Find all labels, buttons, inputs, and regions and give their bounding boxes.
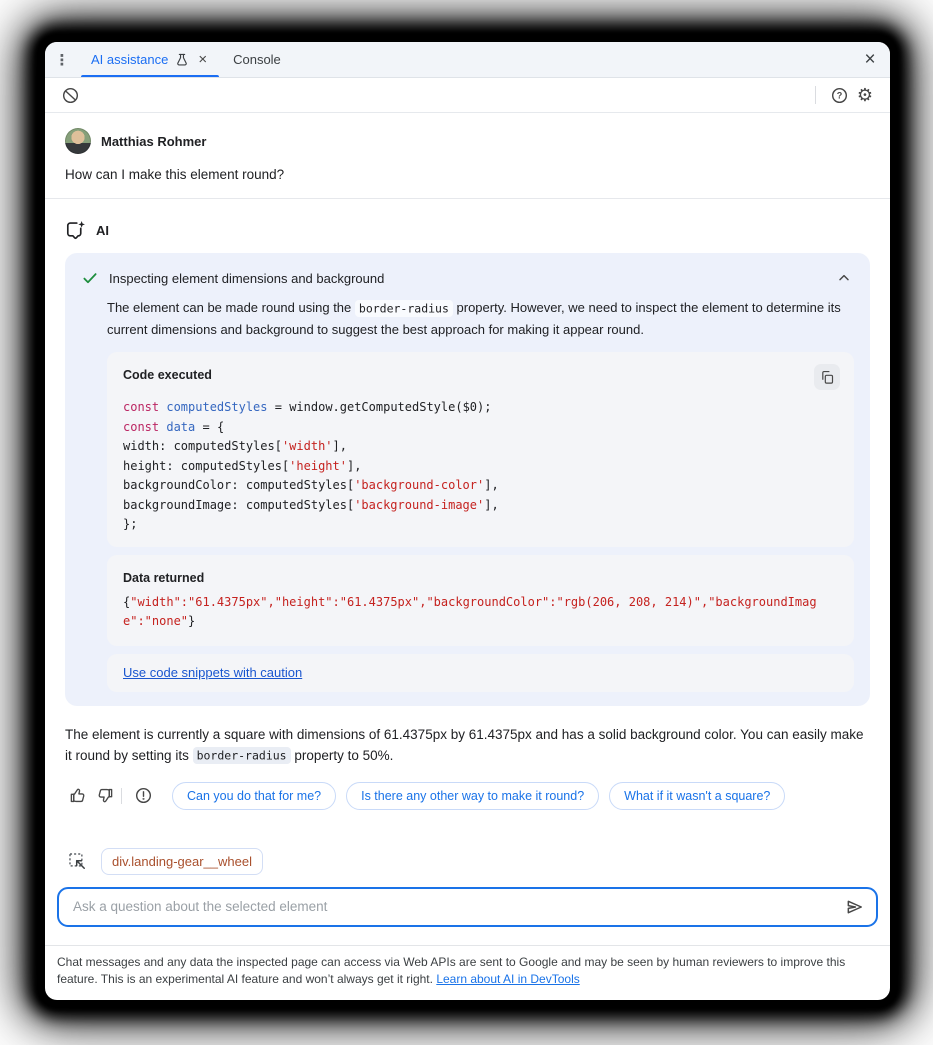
data-returned-title: Data returned (123, 570, 205, 585)
thumbs-down-button[interactable] (91, 783, 117, 809)
selected-element-chip[interactable]: div.landing-gear__wheel (101, 848, 263, 875)
tab-ai-assistance[interactable] (79, 42, 221, 77)
ai-label: AI (96, 222, 109, 238)
toolbar-divider (815, 86, 816, 104)
flask-icon (175, 53, 189, 67)
learn-about-ai-link[interactable]: Learn about AI in DevTools (436, 972, 580, 986)
user-message-header (65, 127, 870, 155)
code-line: }; (123, 517, 138, 531)
clear-chat-button[interactable] (57, 82, 83, 108)
code-line: width: computedStyles['width'], (123, 439, 347, 453)
tab-console[interactable] (221, 42, 293, 77)
step-body (81, 291, 856, 692)
ai-message-header (65, 219, 870, 241)
suggestion-chip[interactable]: Can you do that for me? (172, 782, 336, 810)
use-code-snippets-caution-link[interactable]: Use code snippets with caution (123, 664, 303, 680)
close-panel-button[interactable]: × (864, 48, 876, 70)
tab-bar (45, 42, 890, 78)
suggestion-chip[interactable]: What if it wasn't a square? (609, 782, 785, 810)
chevron-up-icon[interactable] (832, 266, 856, 290)
svg-text:?: ? (836, 90, 842, 101)
code-line: backgroundColor: computedStyles['background-color'], (123, 478, 499, 492)
tabbar-spacer (293, 42, 850, 77)
gear-icon: ⚙ (856, 85, 874, 105)
executed-code (123, 398, 840, 535)
code-card-header (123, 364, 840, 390)
step-header[interactable] (81, 265, 856, 291)
step-intro-text: The element can be made round using the border-radius property. However, we need to inspect the element to determine its current dimensions and background to suggest the best approach for making it appear round. (107, 300, 841, 337)
code-line: backgroundImage: computedStyles['background-image'], (123, 497, 499, 512)
copy-code-button[interactable] (814, 364, 840, 390)
data-returned-card (107, 555, 854, 646)
user-name: Matthias Rohmer (101, 133, 207, 149)
disclaimer (45, 945, 890, 1000)
check-icon (81, 269, 99, 287)
inspect-icon (68, 852, 87, 871)
feedback-divider (121, 788, 122, 804)
send-icon (845, 897, 865, 917)
chat-input-row (57, 887, 878, 927)
tab-ai-assistance-label: AI assistance (91, 52, 169, 67)
data-card-header (123, 567, 840, 585)
inspect-element-button[interactable] (65, 850, 89, 874)
code-executed-card (107, 352, 854, 547)
report-icon (134, 786, 153, 805)
settings-button[interactable] (852, 82, 878, 108)
help-icon (830, 86, 849, 105)
tab-console-label: Console (233, 52, 281, 67)
avatar (65, 128, 91, 154)
ai-conclusion-text: The element is currently a square with dimensions of 61.4375px by 61.4375px and has a solid background color. You can easily make it round by setting its border-radius property to 50%. (65, 726, 864, 763)
code-line: const data = { (123, 419, 225, 434)
returned-data: {"width":"61.4375px","height":"61.4375px","backgroundColor":"rgb(206, 208, 214)","backgroundImage":"none"} (123, 594, 817, 628)
thumbs-down-icon (95, 786, 114, 805)
code-line: const computedStyles = window.getComputedStyle($0); (123, 400, 492, 414)
send-button[interactable] (842, 894, 868, 920)
suggestion-chip[interactable]: Is there any other way to make it round? (346, 782, 599, 810)
code-executed-title: Code executed (123, 368, 212, 382)
step-title: Inspecting element dimensions and background (109, 270, 385, 286)
ai-sparkle-bubble-icon (65, 220, 86, 241)
code-line: height: computedStyles['height'], (123, 458, 362, 473)
selected-element-row (65, 847, 870, 877)
ai-step-panel (65, 253, 870, 706)
message-divider (45, 198, 890, 199)
block-icon (61, 86, 80, 105)
report-button[interactable] (130, 783, 156, 809)
disclaimer-text: Chat messages and any data the inspected page can access via Web APIs are sent to Google and may be seen by human reviewers to improve this feature. This is an experimental AI feature and won’t always get it right. (57, 955, 846, 986)
more-menu-button[interactable]: ⋮ (54, 51, 70, 69)
help-button[interactable] (826, 82, 852, 108)
suggestion-chips (172, 782, 870, 810)
close-tab-icon[interactable]: × (198, 51, 208, 68)
caution-strip (107, 654, 854, 692)
toolbar (45, 78, 890, 113)
thumbs-up-button[interactable] (65, 783, 91, 809)
thumbs-up-icon (69, 786, 88, 805)
feedback-row (65, 781, 870, 811)
chat-input[interactable] (57, 887, 878, 927)
user-question: How can I make this element round? (65, 167, 285, 182)
chat-area (45, 113, 890, 933)
devtools-window (45, 42, 890, 1000)
